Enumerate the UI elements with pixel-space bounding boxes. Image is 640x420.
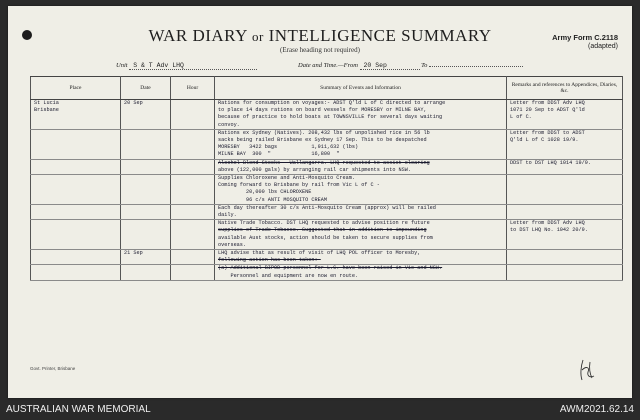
summary-line: convoy. <box>218 121 240 128</box>
table-header-row <box>31 77 623 100</box>
entry-summary <box>215 100 507 130</box>
summary-line: Rations ex Sydney (Natives). 208,432 lbs of unpolished rice in 56 lb <box>218 129 430 136</box>
entry-hour <box>171 220 215 250</box>
col-remarks: Remarks and references to Appendices, Diaries, &c. <box>507 77 623 100</box>
summary-line: Coming forward to Brisbane by rail from Vic L of C - <box>218 182 380 189</box>
signature-initials <box>578 358 598 382</box>
entry-place <box>31 265 121 280</box>
diary-entry-row <box>31 100 623 130</box>
summary-line: MILNE BAY 300 " 16,800 " <box>218 151 340 158</box>
summary-line: available Aust stocks, action should be taken to secure supplies from <box>218 234 433 241</box>
form-name: Army Form C.2118 <box>552 33 618 42</box>
entry-place <box>31 204 121 219</box>
entry-place: St Lucia Brisbane <box>31 100 121 130</box>
form-reference <box>552 34 618 51</box>
col-hour: Hour <box>171 77 215 100</box>
entry-remarks <box>507 250 623 265</box>
entry-place <box>31 220 121 250</box>
entry-date <box>121 204 171 219</box>
summary-line: overseas. <box>218 241 247 248</box>
page-subtitle: (Erase heading not required) <box>280 46 360 54</box>
date-label: Date and Time.—From <box>298 62 358 69</box>
entry-summary <box>215 204 507 219</box>
summary-line: 20,000 lbs CHLOROXENE <box>246 189 312 196</box>
diary-entry-row <box>31 220 623 250</box>
summary-line: (a) Additional BIPOD personnel for L.C. have been raised in Vic and NSW. <box>218 265 443 272</box>
summary-line: supplies of Trade Tobacco. Suggested that in addition to impounding <box>218 227 427 234</box>
entry-remarks <box>507 265 623 280</box>
entry-remarks <box>507 204 623 219</box>
diary-entry-row <box>31 129 623 159</box>
unit-field <box>116 62 257 70</box>
summary-line: above (122,000 gals) by arranging rail car shipments into NSW. <box>218 166 412 173</box>
entry-summary <box>215 265 507 280</box>
diary-page <box>8 6 632 398</box>
col-date: Date <box>121 77 171 100</box>
entry-hour <box>171 265 215 280</box>
summary-line: MORESBY 3422 bags 1,911,632 (lbs) <box>218 144 359 151</box>
entry-date <box>121 220 171 250</box>
entry-remarks: Letter from DDST to ADST Q'ld L of C 1028 19/9. <box>507 129 623 159</box>
date-to-value <box>429 66 523 67</box>
unit-value: S & T Adv LHQ <box>129 62 257 70</box>
entry-hour <box>171 175 215 205</box>
page-title <box>8 26 632 46</box>
entry-date: 20 Sep <box>121 100 171 130</box>
entry-date <box>121 159 171 174</box>
summary-line: Personnel and equipment are now en route. <box>218 272 359 279</box>
col-summary: Summary of Events and Information <box>215 77 507 100</box>
entry-remarks: Letter from DDST Adv LHQ 1071 20 Sep to ADST Q'ld L of C. <box>507 100 623 130</box>
entry-hour <box>171 100 215 130</box>
date-field <box>298 62 523 70</box>
entry-hour <box>171 159 215 174</box>
summary-line: Native Trade Tobacco. DST LHQ requested to advise position re future <box>218 220 430 227</box>
entry-summary <box>215 159 507 174</box>
summary-line: sacks being railed Brisbane ex Sydney 17 Sep. This to be despatched <box>218 137 427 144</box>
credit-right: AWM2021.62.14 <box>559 404 634 415</box>
entry-summary <box>215 220 507 250</box>
diary-entry-row <box>31 175 623 205</box>
entry-date: 21 Sep <box>121 250 171 265</box>
entry-place <box>31 159 121 174</box>
summary-line: following action has been taken:- <box>218 257 321 264</box>
form-note: (adapted) <box>588 43 618 50</box>
entry-remarks: DDST to DST LHQ 1014 19/9. <box>507 159 623 174</box>
date-to-label: To <box>421 62 428 69</box>
summary-line: 96 c/s ANTI MOSQUITO CREAM <box>246 196 327 203</box>
col-place: Place <box>31 77 121 100</box>
diary-entry-row <box>31 204 623 219</box>
diary-entry-row <box>31 265 623 280</box>
title-war-diary: WAR DIARY <box>148 26 248 45</box>
entry-summary <box>215 129 507 159</box>
summary-line: Rations for consumption on voyages:- ADST Q'ld L of C directed to arrange <box>218 100 446 106</box>
entry-hour <box>171 250 215 265</box>
entry-date <box>121 175 171 205</box>
unit-label: Unit <box>116 62 128 69</box>
summary-line: Alcohol Blend Stocks - Wallangarra. LHQ requested to assist clearing <box>218 159 430 166</box>
entry-summary <box>215 250 507 265</box>
diary-table <box>30 76 623 281</box>
printer-imprint: Govt. Printer, Brisbane <box>30 366 76 371</box>
summary-line: because of practice to hold boats at TOWNSVILLE for several days waiting <box>218 114 443 121</box>
summary-line: daily. <box>218 212 237 219</box>
entry-summary <box>215 175 507 205</box>
entry-hour <box>171 129 215 159</box>
entry-remarks: Letter from DDST Adv LHQ to DST LHQ No. 1042 20/9. <box>507 220 623 250</box>
summary-line: Each day thereafter 30 c/s Anti-Mosquito Cream (approx) will be railed <box>218 204 436 211</box>
entry-date <box>121 265 171 280</box>
entry-date <box>121 129 171 159</box>
entry-place <box>31 129 121 159</box>
entry-place <box>31 175 121 205</box>
summary-line: Supplies Chloroxene and Anti-Mosquito Cream. <box>218 175 355 182</box>
diary-entry-row <box>31 159 623 174</box>
entry-remarks <box>507 175 623 205</box>
title-intelligence-summary: INTELLIGENCE SUMMARY <box>268 26 492 45</box>
credit-left: AUSTRALIAN WAR MEMORIAL <box>6 404 151 415</box>
date-from-value: 20 Sep <box>360 62 420 70</box>
summary-line: LHQ advise that as result of visit of LHQ POL officer to Moresby, <box>218 250 421 257</box>
entry-place <box>31 250 121 265</box>
diary-entry-row <box>31 250 623 265</box>
summary-line: to place 14 days rations on board vessels for MORESBY or MILNE BAY, <box>218 107 427 114</box>
title-or: or <box>251 29 264 44</box>
entry-hour <box>171 204 215 219</box>
